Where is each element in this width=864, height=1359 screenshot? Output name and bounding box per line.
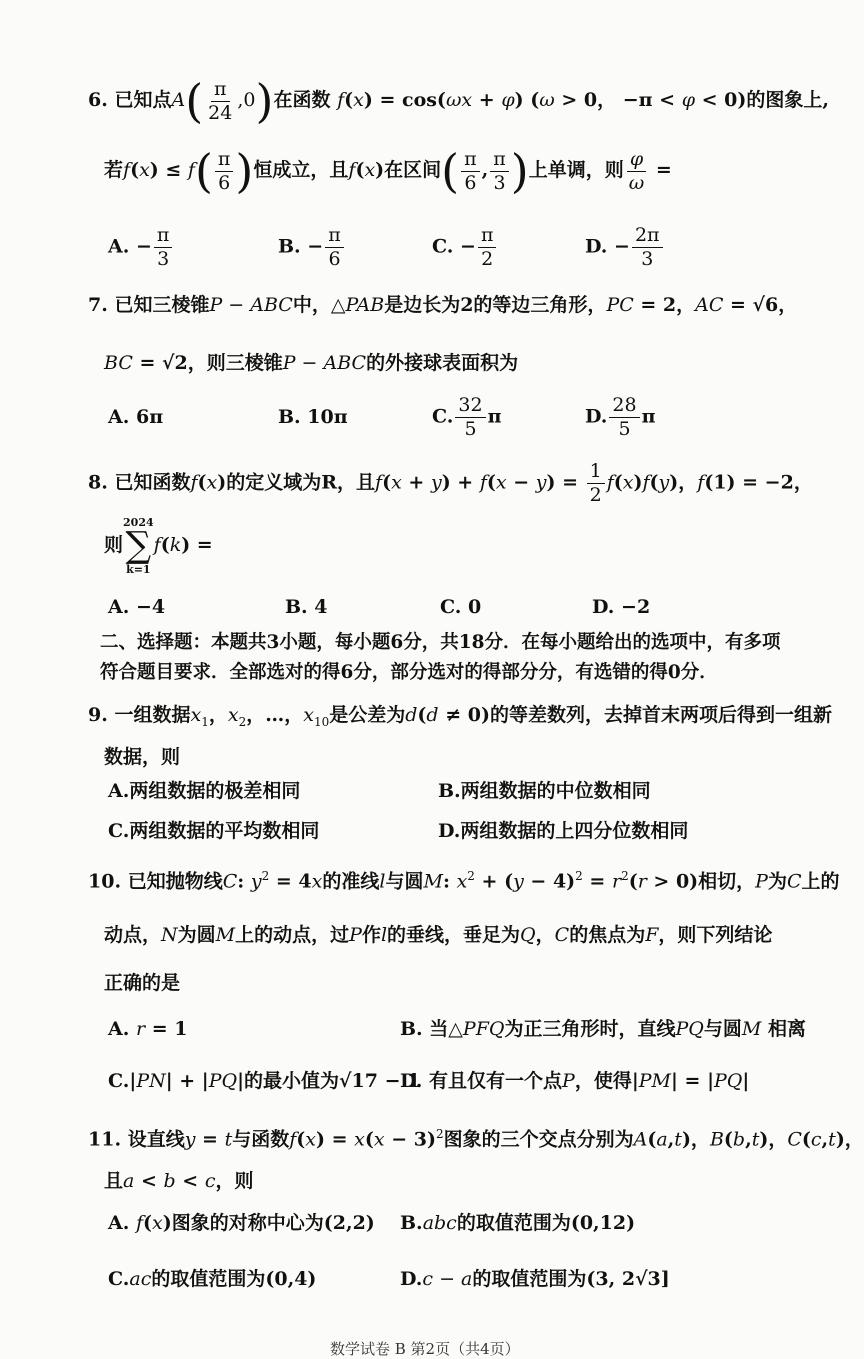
q7-option-c: C. $\frac{32}{5}$ π [432, 394, 502, 440]
q6-option-b: B. − $\frac{\pi}{6}$ [278, 226, 346, 269]
q6-number: 6. [88, 89, 108, 111]
q9-option-a: A.两组数据的极差相同 [108, 780, 301, 802]
q6-text-a: 已知点 [114, 89, 172, 111]
q11-option-c: C.ac的取值范围为(0,4) [108, 1268, 317, 1290]
q8-option-a: A. −4 [108, 596, 166, 618]
q10-line-2: 动点，N为圆M上的动点，过P作l的垂线，垂足为Q，C的焦点为F，则下列结论 [104, 924, 773, 946]
q11-option-d: D.c − a的取值范围为(3, 2√3] [400, 1268, 670, 1290]
q9-number: 9. [88, 704, 108, 726]
q6-text-e: 恒成立，且 [253, 159, 349, 181]
q8-line-1: 8. 已知函数f(x)的定义域为R，且f(x + y) + f(x − y) = $\frac{1}{2}$ f(x)f(y)，f(1) = −2， [88, 460, 813, 506]
q6-option-c: C. − $\frac{\pi}{2}$ [432, 226, 498, 269]
q6-text-d: 若 [104, 159, 124, 181]
q9-line-1: 9. 一组数据$x_1$，$x_2$，…，$x_{10}$是公差为d(d ≠ 0)的等差数列，去掉首末两项后得到一组新 [88, 704, 832, 729]
q9-line-2: 数据，则 [104, 746, 181, 768]
q8-line-2: 则 2024 ∑ k=1 f(k) = [104, 516, 213, 576]
q9-option-d: D.两组数据的上四分位数相同 [438, 820, 689, 842]
q8-option-c: C. 0 [440, 596, 482, 618]
q7-line-1: 7. 已知三棱锥P − ABC中，△PAB是边长为2的等边三角形，PC = 2，AC = √6， [88, 294, 798, 316]
q10-line-1: 10. 已知抛物线C: $y^2 = 4x$的准线l与圆M: $x^2 + (y - 4)^2 = r^2(r > 0)$相切，P为C上的 [88, 869, 840, 893]
q11-line-1: 11. 设直线y = t与函数$f(x) = x(x - 3)^2$图象的三个交点分别为A(a,t)，B(b,t)，C(c,t)， [88, 1127, 864, 1151]
q7-option-b: B. 10π [278, 406, 348, 428]
q6-text-f: 在区间 [384, 159, 442, 181]
q7-number: 7. [88, 294, 108, 316]
q7-option-a: A. 6π [108, 406, 164, 428]
q7-line-2: BC = √2，则三棱锥P − ABC的外接球表面积为 [104, 352, 519, 374]
page-footer: 数学试卷 B 第2页（共4页） [330, 1340, 520, 1358]
q6-line-2: 若f(x) ≤ f( $\frac{\pi}{6}$ )恒成立，且f(x)在区间( $\frac{\pi}{6}$ , $\frac{\pi}{3}$ )上单调，则 $\frac{\varphi}{\omega}$ = [104, 144, 672, 198]
q10-line-3: 正确的是 [104, 972, 181, 994]
q10-option-d: D. 有且仅有一个点P，使得|PM| = |PQ| [400, 1070, 750, 1092]
q6-line-1: 6. 已知点A( $\frac{\pi}{24}$ ,0)在函数 f(x) = cos(ωx + φ) (ω > 0， −π < φ < 0)的图象上, [88, 74, 829, 128]
q6-text-g: 上单调，则 [528, 159, 624, 181]
q10-option-a: A. r = 1 [108, 1018, 188, 1040]
q10-option-b: B. 当△PFQ为正三角形时，直线PQ与圆M 相离 [400, 1018, 806, 1040]
q6-text-b: 在函数 [273, 89, 331, 111]
q7-option-d: D. $\frac{28}{5}$ π [585, 394, 656, 440]
q8-number: 8. [88, 471, 108, 494]
q6-option-d: D. − $\frac{2\pi}{3}$ [585, 226, 665, 269]
q8-option-b: B. 4 [285, 596, 328, 618]
q9-option-c: C.两组数据的平均数相同 [108, 820, 320, 842]
q10-option-c: C.|PN| + |PQ|的最小值为√17 − 1 [108, 1070, 421, 1092]
q9-option-b: B.两组数据的中位数相同 [438, 780, 651, 802]
section-2-heading: 二、选择题：本题共3小题，每小题6分，共18分．在每小题给出的选项中，有多项符合题目要求．全部选对的得6分，部分选对的得部分分，有选错的得0分． [100, 632, 781, 683]
q6-text-c: 的图象上, [746, 89, 829, 111]
q10-number: 10. [88, 870, 122, 893]
q11-option-b: B.abc的取值范围为(0,12) [400, 1212, 636, 1234]
q11-line-2: 且a < b < c，则 [104, 1170, 254, 1192]
q6-option-a: A. − $\frac{\pi}{3}$ [108, 226, 174, 269]
q11-option-a: A. f(x)图象的对称中心为(2,2) [108, 1212, 375, 1234]
q11-number: 11. [88, 1128, 122, 1151]
q8-option-d: D. −2 [592, 596, 651, 618]
